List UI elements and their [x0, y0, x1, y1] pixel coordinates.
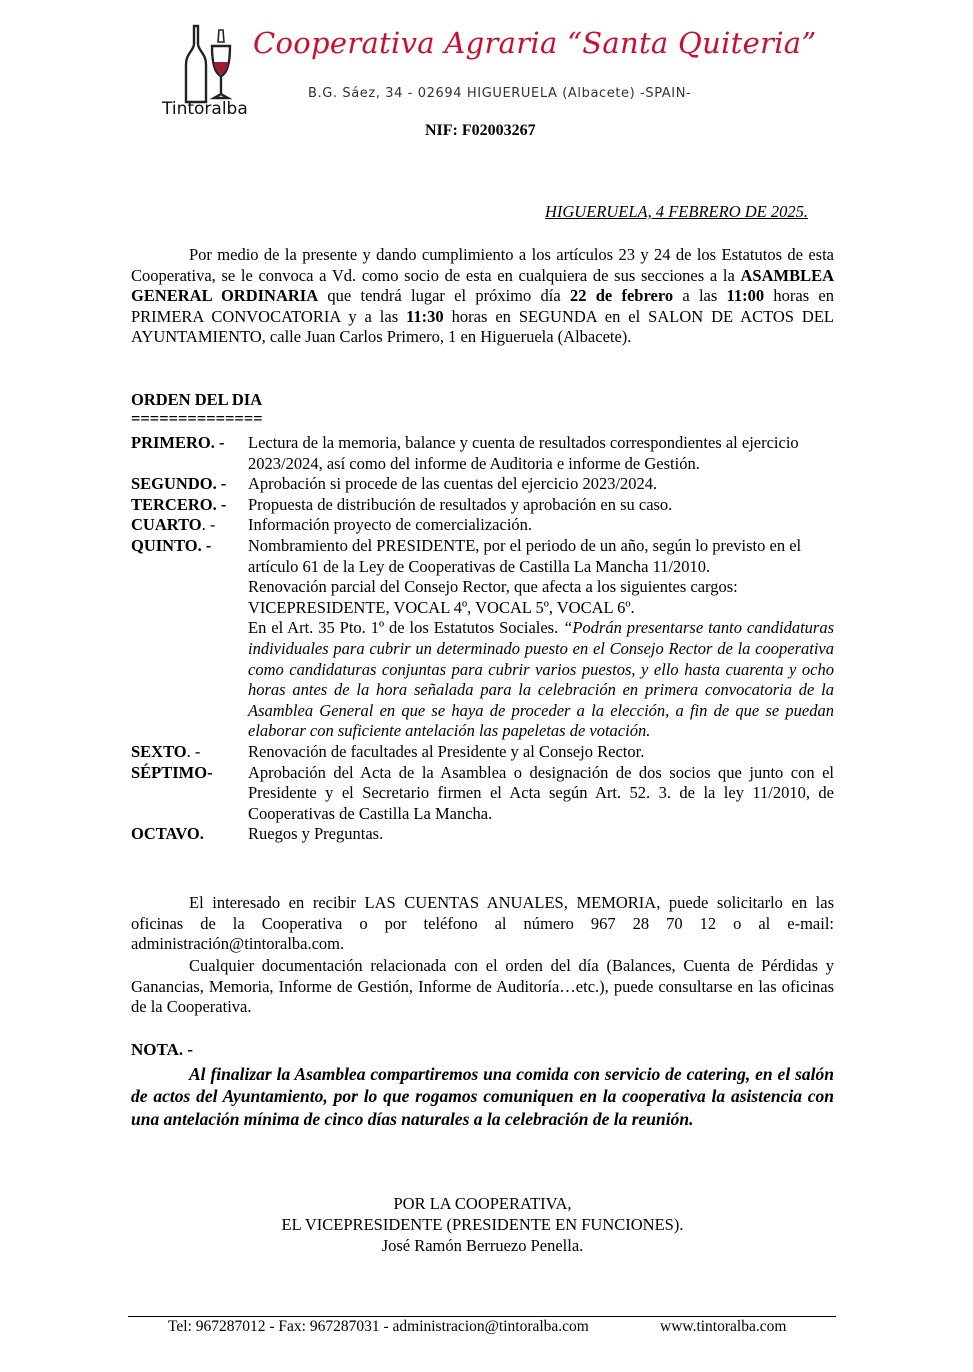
footer-website: www.tintoralba.com — [660, 1318, 787, 1335]
agenda-label-word: CUARTO — [131, 515, 202, 535]
agenda-label-suffix: . - — [201, 515, 216, 535]
note-title: NOTA. - — [131, 1040, 194, 1059]
signature-block — [131, 1194, 834, 1256]
agenda-item-text: Aprobación del Acta de la Asamblea o designación de dos socios que junto con el Presidente y el Secretario firmen el Acta según Art. 52. 3. de la ley 11/2010, de Cooperativas de Castilla La Mancha. — [248, 762, 834, 823]
annual-accounts-paragraph: El interesado en recibir LAS CUENTAS ANUALES, MEMORIA, puede solicitarlo en las oficinas de la Cooperativa o por teléfono al número 967 28 70 12 o al e-mail: administración@tintoralba.com. — [131, 893, 834, 954]
agenda-item-text: Renovación de facultades al Presidente y al Consejo Rector. — [248, 741, 645, 761]
signature-line-1: POR LA COOPERATIVA, — [393, 1194, 572, 1213]
agenda-item — [131, 515, 834, 536]
first-call-time: 11:00 — [726, 286, 765, 306]
assembly-name: ASAMBLEA GENERAL ORDINARIA — [131, 265, 834, 306]
agenda-item — [131, 474, 834, 495]
agenda-item-text-renewal: Renovación parcial del Consejo Rector, que afecta a los siguientes cargos: VICEPRESIDENTE, VOCAL 4º, VOCAL 5º, VOCAL 6º. — [248, 577, 738, 617]
agenda-item — [131, 742, 834, 763]
agenda-item-text: Aprobación si procede de las cuentas del ejercicio 2023/2024. — [248, 474, 658, 494]
agenda-item-label: PRIMERO. - — [131, 433, 225, 452]
agenda-item-label: TERCERO. - — [131, 494, 227, 514]
agenda-item-label: OCTAVO. — [131, 824, 204, 844]
footer-contact: Tel: 967287012 - Fax: 967287031 - administracion@tintoralba.com — [168, 1318, 589, 1335]
footer-divider — [128, 1316, 836, 1317]
agenda-item-text: Propuesta de distribución de resultados y aprobación en su caso. — [248, 494, 673, 514]
intro-text-3: a las — [673, 286, 727, 306]
agenda-item — [131, 536, 834, 742]
nif-number: NIF: F02003267 — [425, 122, 536, 139]
agenda-item — [131, 433, 834, 474]
agenda-list — [131, 433, 834, 845]
agenda-title: ORDEN DEL DIA — [131, 390, 263, 409]
logo-label: Tintoralba — [162, 99, 248, 119]
documentation-paragraph: Cualquier documentación relacionada con el orden del día (Balances, Cuenta de Pérdidas y Ganancias, Memoria, Informe de Gestión, Informe de Auditoría…etc.), puede consultarse en las oficinas de la Cooperativa. — [131, 956, 834, 1017]
agenda-item-text: Lectura de la memoria, balance y cuenta de resultados correspondientes al ejercicio 2023/2024, así como del informe de Auditoria e informe de Gestión. — [248, 433, 799, 473]
agenda-item-label — [131, 515, 248, 536]
agenda-label-word: SEXTO — [131, 741, 187, 761]
intro-text-2: que tendrá lugar el próximo día — [318, 286, 570, 306]
letter-date: HIGUERUELA, 4 FEBRERO DE 2025. — [544, 202, 808, 221]
intro-text-4: horas en PRIMERA CONVOCATORIA y a las — [131, 286, 834, 326]
agenda-item-label: SÉPTIMO- — [131, 762, 213, 782]
cooperative-brand-name: Cooperativa Agraria “Santa Quiteria” — [253, 26, 817, 60]
agenda-item-text-statutes — [248, 618, 834, 742]
statutes-quote: “Podrán presentarse tanto candidaturas individuales para cubrir un determinado puesto en el Consejo Rector de la cooperativa como candidaturas conjuntas para cubrir varios puestos, y ello hasta cuarenta y ocho horas antes de la hora señalada para la celebración en primera convocatoria de la Asamblea General en que se haya de proceder a la elección, a fin de que se puedan elaborar con suficiente antelación las papeletas de votación. — [248, 618, 834, 741]
statutes-reference: En el Art. 35 Pto. 1º de los Estatutos Sociales. — [248, 618, 564, 638]
intro-text-5: horas en SEGUNDA en el SALON DE ACTOS DEL AYUNTAMIENTO, calle Juan Carlos Primero, 1 en Higueruela (Albacete). — [131, 306, 834, 347]
agenda-item-text: Ruegos y Preguntas. — [248, 824, 384, 844]
agenda-item — [131, 824, 834, 845]
agenda-item-text-president: Nombramiento del PRESIDENTE, por el periodo de un año, según lo previsto en el artículo 61 de la Ley de Cooperativas de Castilla La Mancha 11/2010. — [248, 535, 802, 576]
note-text: Al finalizar la Asamblea compartiremos una comida con servicio de catering, en el salón de actos del Ayuntamiento, por lo que rogamos comuniquen en la cooperativa la asistencia con una antelación mínima de cinco días naturales a la celebración de la reunión. — [131, 1064, 834, 1129]
agenda-item-label: QUINTO. - — [131, 535, 212, 555]
signature-name: José Ramón Berruezo Penella. — [381, 1235, 584, 1255]
second-call-time: 11:30 — [406, 306, 444, 326]
intro-text-1: Por medio de la presente y dando cumplimiento a los artículos 23 y 24 de los Estatutos de esta Cooperativa, se le convoca a Vd. como socio de esta en cualquiera de sus secciones a la — [131, 245, 834, 285]
agenda-item-text — [248, 536, 834, 742]
agenda-label-suffix: . - — [186, 741, 201, 761]
assembly-day: 22 de febrero — [569, 286, 674, 306]
agenda-item — [131, 495, 834, 516]
agenda-item-text: Información proyecto de comercialización. — [248, 515, 533, 535]
agenda-item-label — [131, 742, 248, 763]
agenda-item — [131, 763, 834, 825]
agenda-title-rule: ============== — [131, 409, 263, 428]
signature-line-2: EL VICEPRESIDENTE (PRESIDENTE EN FUNCIONES). — [281, 1214, 684, 1234]
agenda-item-label: SEGUNDO. - — [131, 474, 227, 494]
intro-paragraph — [131, 245, 834, 348]
cooperative-address: B.G. Sáez, 34 - 02694 HIGUERUELA (Albacete) -SPAIN- — [308, 86, 692, 101]
